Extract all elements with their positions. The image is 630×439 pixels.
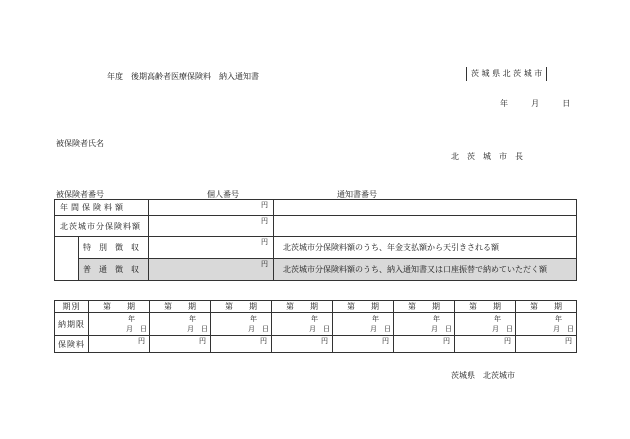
month-day-unit: 月 日 (553, 325, 574, 333)
ordinary-collection-row (55, 259, 577, 281)
yen-unit: 円 (261, 217, 268, 225)
premium-row (55, 336, 577, 353)
due-date-cell (272, 313, 333, 336)
premium-cell (516, 336, 577, 353)
indent-cell (55, 237, 79, 259)
city-share-label: 北茨城市分保険料額 (55, 216, 149, 237)
due-date-row (55, 313, 577, 336)
special-collection-amount (149, 237, 274, 259)
period-cell: 第 期 (150, 301, 211, 313)
footer-issuer: 茨城県 北茨城市 (451, 371, 515, 380)
due-date-cell (150, 313, 211, 336)
due-date-label: 納期限 (55, 313, 89, 336)
personal-number-label: 個人番号 (207, 190, 239, 199)
annual-premium-note (274, 200, 577, 216)
yen-unit: 円 (261, 238, 268, 246)
yen-unit: 円 (443, 337, 450, 345)
date-day-label: 日 (562, 99, 571, 108)
due-date-cell (516, 313, 577, 336)
year-unit: 年 (311, 315, 318, 323)
year-unit: 年 (494, 315, 501, 323)
special-collection-note: 北茨城市分保険料額のうち、年金支払額から天引きされる額 (274, 237, 577, 259)
year-unit: 年 (128, 315, 135, 323)
annual-premium-row (55, 200, 577, 216)
year-unit: 年 (372, 315, 379, 323)
yen-unit: 円 (261, 201, 268, 209)
date-year-label: 年 (500, 99, 508, 108)
notice-title: 年度 後期高齢者医療保険料 納入通知書 (107, 72, 259, 81)
month-day-unit: 月 日 (431, 325, 452, 333)
period-cell: 第 期 (333, 301, 394, 313)
due-date-cell (455, 313, 516, 336)
year-unit: 年 (189, 315, 196, 323)
date-month-label: 月 (531, 99, 540, 108)
annual-premium-amount (149, 200, 274, 216)
period-cell: 第 期 (89, 301, 150, 313)
yen-unit: 円 (199, 337, 206, 345)
premium-cell (272, 336, 333, 353)
issue-date (500, 98, 570, 109)
payment-schedule-table (54, 300, 577, 353)
due-date-cell (394, 313, 455, 336)
month-day-unit: 月 日 (309, 325, 330, 333)
ordinary-collection-note: 北茨城市分保険料額のうち、納入通知書又は口座振替で納めていただく額 (274, 259, 577, 281)
period-cell: 第 期 (272, 301, 333, 313)
annual-premium-label: 年間保険料額 (55, 200, 149, 216)
yen-unit: 円 (321, 337, 328, 345)
yen-unit: 円 (260, 337, 267, 345)
premium-cell (211, 336, 272, 353)
yen-unit: 円 (138, 337, 145, 345)
special-collection-row (55, 237, 577, 259)
month-day-unit: 月 日 (126, 325, 147, 333)
year-unit: 年 (250, 315, 257, 323)
premium-cell (150, 336, 211, 353)
year-unit: 年 (555, 315, 562, 323)
notice-number-label: 通知書番号 (337, 190, 377, 199)
period-cell: 第 期 (211, 301, 272, 313)
issuer-name: 茨 城 県 北 茨 城 市 (471, 69, 543, 78)
insured-name-label: 被保険者氏名 (56, 139, 104, 148)
period-cell: 第 期 (455, 301, 516, 313)
month-day-unit: 月 日 (187, 325, 208, 333)
ordinary-collection-amount (149, 259, 274, 281)
yen-unit: 円 (261, 260, 268, 268)
premium-summary-table (54, 199, 577, 281)
premium-cell (333, 336, 394, 353)
due-date-cell (89, 313, 150, 336)
mayor-title: 北 茨 城 市 長 (451, 152, 523, 161)
yen-unit: 円 (565, 337, 572, 345)
premium-cell (455, 336, 516, 353)
premium-cell (394, 336, 455, 353)
city-share-note (274, 216, 577, 237)
month-day-unit: 月 日 (492, 325, 513, 333)
city-share-row (55, 216, 577, 237)
period-cell: 第 期 (516, 301, 577, 313)
issuer-box (466, 67, 547, 81)
due-date-cell (333, 313, 394, 336)
premium-label: 保険料 (55, 336, 89, 353)
period-label: 期別 (55, 301, 89, 313)
premium-cell (89, 336, 150, 353)
ordinary-collection-label: 普通徴収 (79, 259, 149, 281)
month-day-unit: 月 日 (248, 325, 269, 333)
indent-cell (55, 259, 79, 281)
yen-unit: 円 (382, 337, 389, 345)
insured-number-label: 被保険者番号 (56, 190, 104, 199)
city-share-amount (149, 216, 274, 237)
month-day-unit: 月 日 (370, 325, 391, 333)
due-date-cell (211, 313, 272, 336)
period-cell: 第 期 (394, 301, 455, 313)
yen-unit: 円 (504, 337, 511, 345)
year-unit: 年 (433, 315, 440, 323)
period-header-row (55, 301, 577, 313)
special-collection-label: 特別徴収 (79, 237, 149, 259)
